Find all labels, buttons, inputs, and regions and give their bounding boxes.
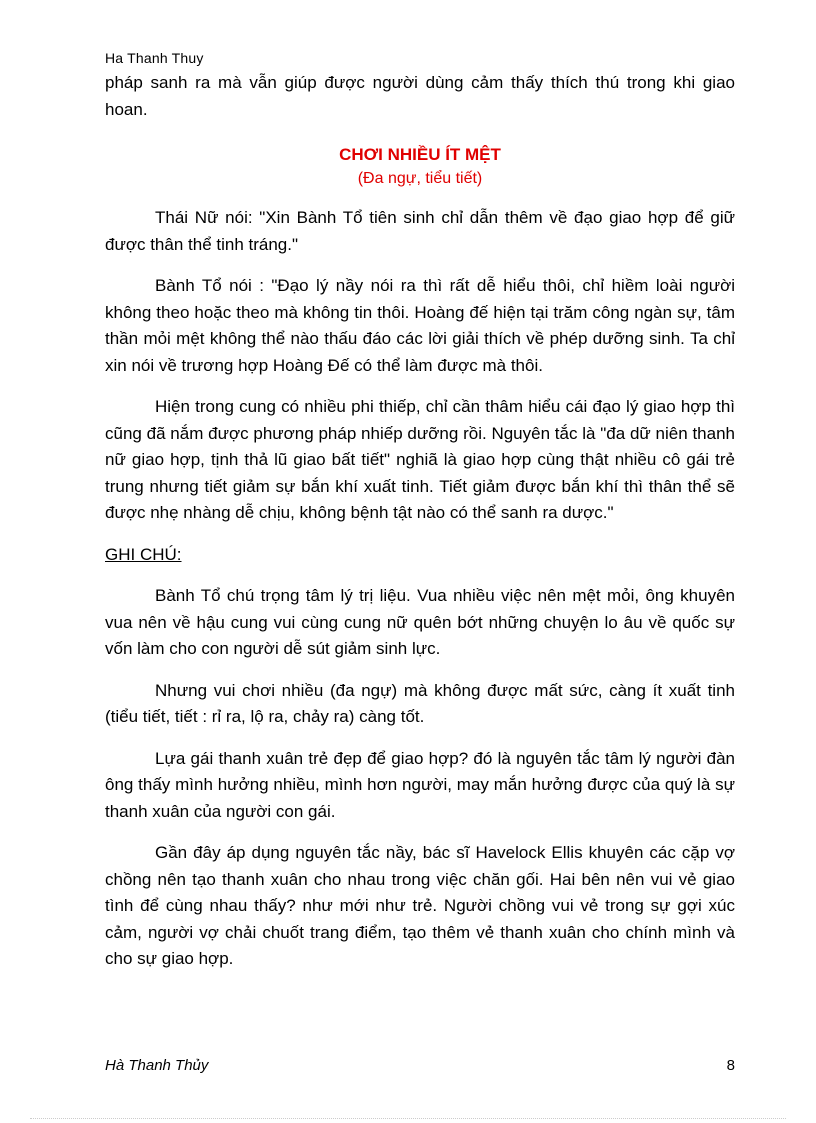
paragraph: Hiện trong cung có nhiều phi thiếp, chỉ cần thâm hiểu cái đạo lý giao hợp thì cũng đã nắm được phương pháp nhiếp dưỡng rồi. Nguyên tắc là "đa dữ niên thanh nữ giao hợp, tịnh thả lũ giao bất tiết" nghiã là giao hợp cùng thật nhiều cô gái trẻ trung nhưng tiết giảm sự bắn khí xuất tinh. Tiết giảm được bắn khí thì thân thể sẽ được nhẹ nhàng dễ chịu, không bệnh tật nào có thể sanh ra dược." — [105, 397, 735, 522]
page-content — [105, 70, 735, 988]
page-bottom-divider — [30, 1118, 786, 1119]
paragraph: Bành Tổ nói : "Đạo lý nầy nói ra thì rất dễ hiểu thôi, chỉ hiềm loài người không theo hoặc theo mà không tin thôi. Hoàng đế hiện tại trăm công ngàn sự, tâm thần mỏi mệt không thể nào thấu đáo các lời giải thích về phép dưỡng sinh. Ta chỉ xin nói về trương hợp Hoàng Đế có thể làm được mà thôi. — [105, 276, 735, 375]
note-paragraph: Gần đây áp dụng nguyên tắc nầy, bác sĩ Havelock Ellis khuyên các cặp vợ chồng nên tạo thanh xuân cho nhau trong việc chăn gối. Hai bên nên vui vẻ giao tình để cùng nhau thấy? như mới như trẻ. Người chồng vui vẻ trong sự gợi xúc cảm, người vợ chải chuốt trang điểm, tạo thêm vẻ thanh xuân cho chính mình và cho sự giao hợp. — [105, 843, 735, 968]
note-paragraph: Nhưng vui chơi nhiều (đa ngự) mà không được mất sức, càng ít xuất tinh (tiểu tiết, tiết : rỉ ra, lộ ra, chảy ra) càng tốt. — [105, 680, 735, 726]
section-title: CHƠI NHIỀU ÍT MỆT — [339, 145, 501, 164]
page-number: 8 — [726, 1057, 735, 1074]
note-heading: GHI CHÚ: — [105, 544, 182, 564]
note-paragraph: Bành Tổ chú trọng tâm lý trị liệu. Vua nhiều việc nên mệt mỏi, ông khuyên vua nên về hậu cung vui cùng cung nữ quên bớt những chuyện lo âu về quốc sự vốn làm cho con người dễ sút giảm sinh lực. — [105, 586, 735, 658]
paragraph: Thái Nữ nói: "Xin Bành Tổ tiên sinh chỉ dẫn thêm về đạo giao hợp để giữ được thân thể tinh tráng." — [105, 208, 735, 254]
section-subtitle: (Đa ngự, tiểu tiết) — [357, 170, 483, 187]
note-paragraph: Lựa gái thanh xuân trẻ đẹp để giao hợp? đó là nguyên tắc tâm lý người đàn ông thấy mình hưởng nhiều, mình hơn người, may mắn hưởng được của quý là sự thanh xuân của người con gái. — [105, 748, 735, 821]
intro-paragraph: pháp sanh ra mà vẫn giúp được người dùng cảm thấy thích thú trong khi giao hoan. — [105, 73, 735, 119]
footer-author: Hà Thanh Thủy — [105, 1057, 209, 1074]
running-header: Ha Thanh Thuy — [105, 50, 204, 66]
